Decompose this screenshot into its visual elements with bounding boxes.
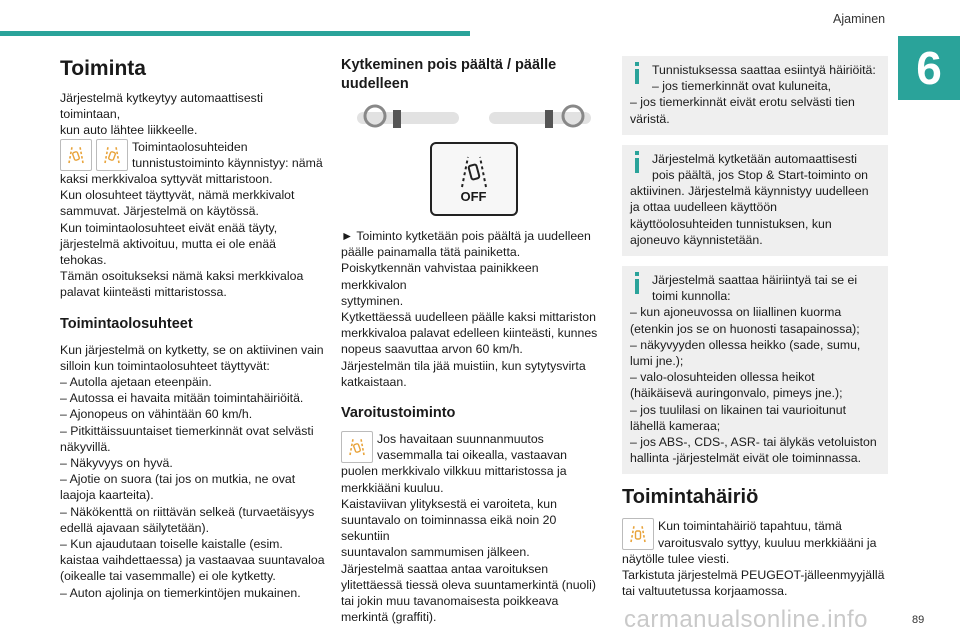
switch-illustrations bbox=[341, 102, 606, 134]
info-note-1: Tunnistuksessa saattaa esiintyä häiriöitä: – jos tiemerkinnät ovat kuluneita, – jos tiemerkinnät eivät erotu selvästi tien väristä. bbox=[622, 56, 888, 135]
body-text: ► Toiminto kytketään pois päältä ja uudelleen päälle painamalla tätä painiketta. Poiskytkennän vahvistaa painikkeen merkkivalon syttyminen. Kytkettäessä uudelleen päälle kaksi mittariston merkkivaloa palavat edelleen kiinteästi, kunnes nopeus saavuttaa arvon 60 km/h. Järjestelmän tila jää muistiin, kun sytytysvirta katkaistaan. bbox=[341, 229, 598, 389]
body-text: näytölle tulee viesti. Tarkistuta järjestelmä PEUGEOT-jälleenmyyjällä tai valtuutetussa korjaamossa. bbox=[622, 551, 885, 599]
lane-warning-icon bbox=[60, 139, 92, 171]
icon-paragraph: Toimintaolosuhteiden tunnistustoiminto käynnistyy: nämä bbox=[60, 139, 325, 171]
subtitle-conditions: Toimintaolosuhteet bbox=[60, 315, 193, 332]
page-number: 89 bbox=[912, 614, 925, 626]
off-label: OFF bbox=[460, 188, 487, 204]
icon-paragraph: Kun toimintahäiriö tapahtuu, tämä varoitusvalo syttyy, kuuluu merkkiääni ja bbox=[622, 518, 888, 550]
header-accent-bar bbox=[0, 31, 470, 36]
title-malfunction: Toimintahäiriö bbox=[622, 486, 759, 509]
title-switching: Kytkeminen pois päältä / päälle uudelleen bbox=[341, 57, 557, 92]
watermark: carmanualsonline.info bbox=[624, 606, 868, 633]
column-3 bbox=[622, 56, 888, 599]
steering-switch-left-illustration bbox=[353, 102, 463, 134]
info-icon bbox=[630, 151, 644, 173]
info-note-3: Järjestelmä saattaa häiriintyä tai se ei toimi kunnolla: – kun ajoneuvossa on liiallinen kuorma (etenkin jos se on huonosti tasapainossa); – näkyvyyden ollessa heikko (sade, sumu, lumi jne.); – valo-olosuhteiden ollessa heikot (häikäisevä auringonvalo, pimeys jne.); – jos tuulilasi on likainen tai vaurioitunut lähellä kameraa; – jos ABS-, CDS-, ASR- tai älykäs vetoluiston hallinta -järjestelmät eivät ole toiminnassa. bbox=[622, 266, 888, 474]
chapter-tab: 6 bbox=[898, 36, 960, 100]
info-icon bbox=[630, 62, 644, 84]
body-text: kaksi merkkivaloa syttyvät mittaristoon. Kun olosuhteet täyttyvät, nämä merkkivalot sammuvat. Järjestelmä on käytössä. Kun toimintaolosuhteet eivät enää täyty, järjestelmä aktivoituu, mutta ei ole enää tehokas. Tämän osoitukseksi nämä kaksi merkkivaloa palavat kiinteästi mittaristossa. bbox=[60, 172, 304, 300]
lane-warning-icon bbox=[341, 431, 373, 463]
column-1 bbox=[60, 56, 325, 601]
lane-off-icon bbox=[454, 153, 494, 189]
info-icon bbox=[630, 272, 644, 294]
icon-paragraph: Jos havaitaan suunnanmuutos vasemmalla tai oikealla, vastaavan bbox=[341, 431, 606, 463]
lane-warning-icon-2 bbox=[96, 139, 128, 171]
steering-switch-right-illustration bbox=[485, 102, 595, 134]
title-toiminta: Toiminta bbox=[60, 57, 146, 80]
column-2 bbox=[341, 56, 606, 625]
section-title: Ajaminen bbox=[833, 12, 886, 26]
info-note-2: Järjestelmä kytketään automaattisesti pois päältä, jos Stop & Start-toiminto on aktiivinen. Järjestelmä käynnistyy uudelleen ja ottaa uudelleen käyttöön käyttöolosuhteiden tunnistuksen, kun ajoneuvo käynnistetään. bbox=[622, 145, 888, 256]
body-text-2: puolen merkkivalo vilkkuu mittaristossa ja merkkiääni kuuluu. Kaistaviivan ylityksestä ei varoiteta, kun suuntavalo on toiminnassa eikä noin 20 sekuntiin suuntavalon sammumisen jälkeen. Järjestelmä saattaa antaa varoituksen ylitettäessä tiessä oleva suuntamerkintä (nuoli) tai jokin muu tavanomaisesta poikkeava merkintä (graffiti). bbox=[341, 464, 596, 625]
lane-assist-off-button[interactable] bbox=[430, 142, 518, 216]
lane-fault-icon bbox=[622, 518, 654, 550]
subtitle-warning: Varoitustoiminto bbox=[341, 405, 456, 422]
conditions-list: Kun järjestelmä on kytketty, se on aktiivinen vain silloin kun toimintaolosuhteet täyttyvät: – Autolla ajetaan eteenpäin. – Autossa ei havaita mitään toimintahäiriöitä. – Ajonopeus on vähintään 60 km/h. – Pitkittäissuuntaiset tiemerkinnät ovat selvästi näkyvillä. – Näkyvyys on hyvä. – Ajotie on suora (tai jos on mutkia, ne ovat laajoja kaarteita). – Näkökenttä on riittävän selkeä (turvaetäisyys edellä ajavaan säilytetään). – Kun ajaudutaan toiselle kaistalle (esim. kaistaa vaihdettaessa) ja vastaavaa suuntavaloa (oikealle tai vasemmalle) ei ole kytketty. – Auton ajolinja on tiemerkintöjen mukainen. bbox=[60, 342, 325, 600]
intro-text: Järjestelmä kytkeytyy automaattisesti toimintaan, kun auto lähtee liikkeelle. bbox=[60, 91, 263, 138]
